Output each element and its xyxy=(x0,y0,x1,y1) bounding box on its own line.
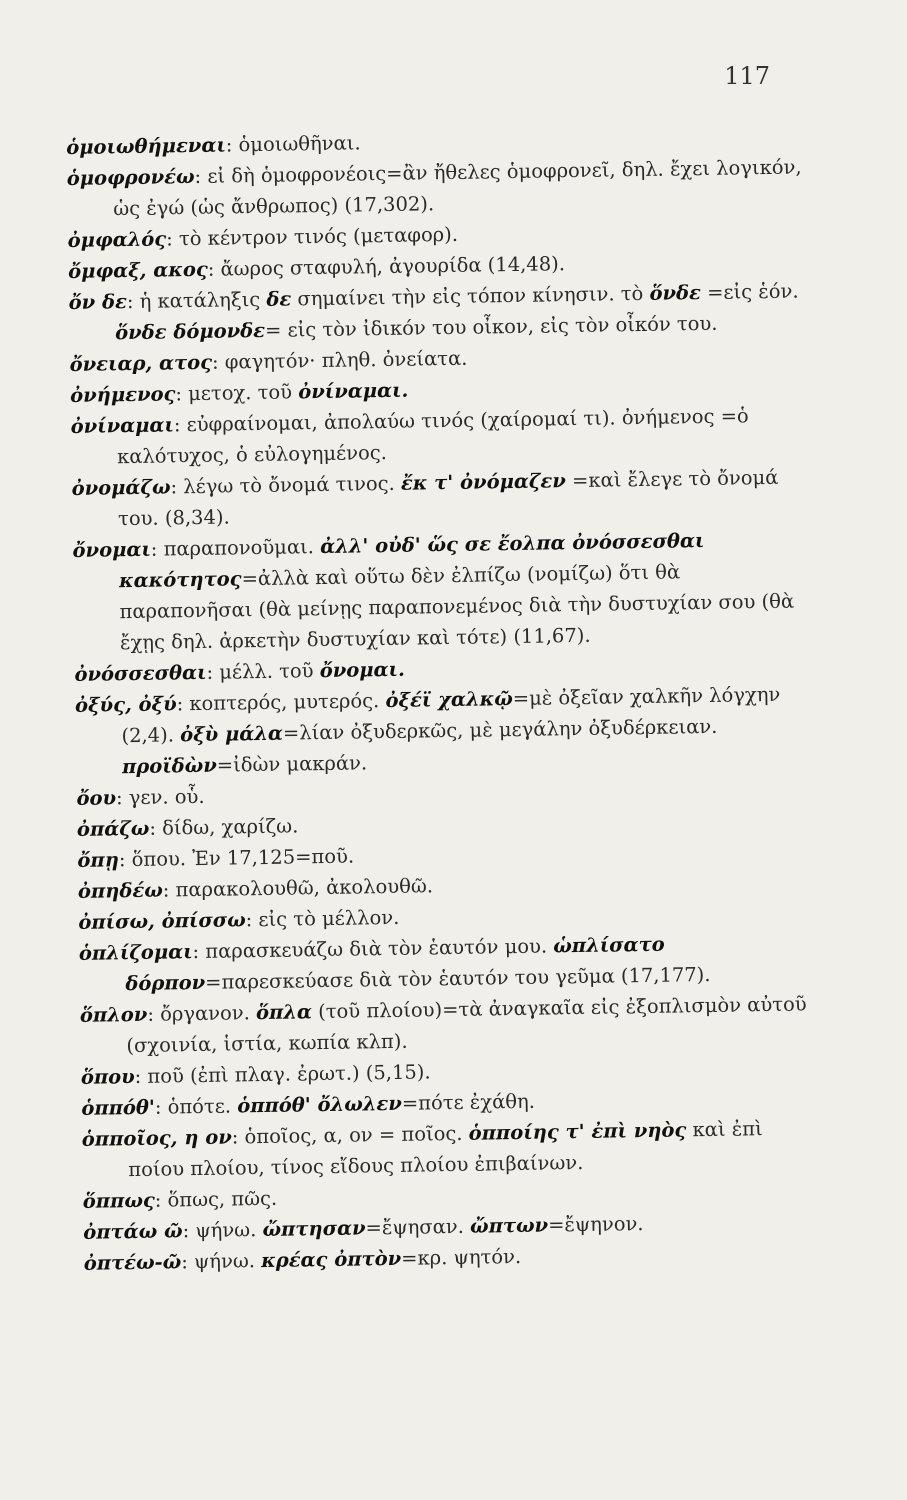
definition: : παρασκευάζω διὰ τὸν ἑαυτόν μου. xyxy=(192,934,548,964)
definition: : ψήνω. xyxy=(182,1218,257,1243)
definition: καὶ ἐπὶ ποίου πλοίου, τίνος εἴδους πλοίου ἐπιβαίνων. xyxy=(128,1117,763,1182)
glossary-entry xyxy=(66,151,802,225)
definition: : δίδω, χαρίζω. xyxy=(149,814,299,840)
example-phrase: ὤπτων xyxy=(469,1213,549,1238)
example-phrase: ἀλλ' οὐδ' ὥς σε ἔολπα ὀνόσσεσθαι κακότητος xyxy=(118,529,705,593)
headword: ὀπτέω-ῶ xyxy=(83,1250,182,1275)
headword: ὀξύς, ὀξύ xyxy=(74,692,177,717)
example-phrase: δε xyxy=(266,287,292,311)
glossary-entry xyxy=(71,461,807,535)
definition: : τὸ κέντρον τινός (μεταφορ). xyxy=(165,222,459,251)
headword: ὁμοιωθήμεναι xyxy=(66,133,226,159)
headword: ὀπίσω, ὀπίσσω xyxy=(78,908,246,934)
definition: : ἡ κατάληξις xyxy=(126,287,261,314)
definition: : μετοχ. τοῦ xyxy=(175,380,293,406)
example-phrase: ὀξὺ μάλα xyxy=(179,721,284,747)
headword: ὁππόθ' xyxy=(81,1095,156,1120)
glossary-entry xyxy=(80,988,816,1062)
headword: ὅπου xyxy=(80,1065,135,1089)
definition: : ποῦ (ἐπὶ πλαγ. ἐρωτ.) (5,15). xyxy=(134,1060,431,1089)
example-phrase: ὅνδε δόμονδε xyxy=(114,318,266,345)
definition: =ἔψηνον. xyxy=(547,1212,644,1237)
definition: (τοῦ πλοίου)=τὰ ἀναγκαῖα εἰς ἐξοπλισμὸν αὐτοῦ (σχοινία, ἱστία, κωπία κλπ). xyxy=(126,992,807,1058)
definition: : ὅπου. Ἐν 17,125=ποῦ. xyxy=(118,844,355,872)
headword: ὄου xyxy=(76,786,117,810)
definition: : εἰ δὴ ὁμοφρονέοις=ἂν ἤθελες ὁμοφρονεῖ, δηλ. ἔχει λογικόν, ὡς ἐγώ (ὡς ἄνθρωπος) (17,302). xyxy=(113,155,802,221)
definition: : ὄργανον. xyxy=(147,1001,250,1026)
headword: ὀπηδέω xyxy=(77,878,163,903)
definition: =καὶ ἔλεγε τὸ ὄνομά του. (8,34). xyxy=(117,465,779,531)
example-phrase: ὁππόθ' ὄλωλεν xyxy=(237,1091,403,1118)
definition: =εἰς ἑόν. xyxy=(706,279,799,304)
headword: ὀνόσσεσθαι xyxy=(74,660,207,686)
definition: =λίαν ὀξυδερκῶς, μὲ μεγάλην ὀξυδέρκειαν. xyxy=(282,714,718,745)
definition: : ψήνω. xyxy=(181,1249,256,1274)
definition: : ὁμοιωθῆναι. xyxy=(225,131,361,157)
definition: =παρεσκεύασε διὰ τὸν ἑαυτόν του γεῦμα (17,177). xyxy=(204,962,711,994)
definition: =κρ. ψητόν. xyxy=(400,1244,522,1270)
glossary-entry xyxy=(75,678,811,783)
glossary-entry xyxy=(72,523,809,659)
headword: ὄνομαι xyxy=(72,537,152,562)
definition: : φαγητόν· πληθ. ὀνείατα. xyxy=(211,346,468,374)
definition: : παραπονοῦμαι. xyxy=(150,535,315,561)
headword: ὀπτάω ῶ xyxy=(83,1219,183,1244)
glossary-entry xyxy=(68,275,804,349)
glossary-entries xyxy=(66,120,819,1278)
example-phrase: κρέας ὀπτὸν xyxy=(260,1246,402,1273)
headword: ὁμοφρονέω xyxy=(66,164,195,190)
definition: : εἰς τὸ μέλλον. xyxy=(245,905,400,932)
example-phrase: ὀξέϊ χαλκῷ xyxy=(385,687,513,713)
definition: : ἄωρος σταφυλή, ἀγουρίδα (14,48). xyxy=(207,252,566,281)
definition: =ἰδὼν μακράν. xyxy=(216,751,368,777)
headword: ὀνίναμαι xyxy=(70,413,175,438)
example-phrase: ὤπτησαν xyxy=(262,1216,366,1242)
headword: ὁπλίζομαι xyxy=(78,940,193,965)
headword: ὅππως xyxy=(82,1188,155,1213)
example-phrase: ὡπλίσατο δόρπον xyxy=(125,932,665,996)
definition: : μέλλ. τοῦ xyxy=(206,659,314,684)
definition: =μὲ ὀξεῖαν χαλκῆν λόγχην (2,4). xyxy=(121,682,781,748)
glossary-entry xyxy=(79,926,815,1000)
definition: : εὐφραίνομαι, ἀπολαύω τινός (χαίρομαί τι). ὀνήμενος =ὁ καλότυχος, ὁ εὐλογημένος. xyxy=(116,404,749,469)
example-phrase: ὅπλα xyxy=(255,1000,313,1025)
definition: : λέγω τὸ ὄνομά τινος. xyxy=(170,471,395,499)
headword: ὄπῃ xyxy=(77,848,120,872)
definition: =ἔψησαν. xyxy=(365,1214,465,1240)
glossary-entry xyxy=(70,399,806,473)
example-phrase: ὁπποίης τ' ἐπὶ νηὸς xyxy=(468,1118,687,1145)
example-phrase: ἔκ τ' ὀνόμαζεν xyxy=(400,469,567,495)
headword: ὄνειαρ, ατος xyxy=(69,350,213,376)
definition: : κοπτερός, μυτερός. xyxy=(176,689,380,716)
definition: =πότε ἐχάθη. xyxy=(401,1089,536,1115)
page-number: 117 xyxy=(724,62,770,90)
definition: : γεν. οὗ. xyxy=(115,784,205,810)
headword: ὀνήμενος xyxy=(69,382,176,407)
headword: ὀμφαλός xyxy=(67,227,167,252)
definition: : ὁπότε. xyxy=(154,1094,232,1119)
definition: = εἰς τὸν ἰδικόν του οἶκον, εἰς τὸν οἶκόν του. xyxy=(264,311,718,342)
definition: σημαίνει τὴν εἰς τόπον κίνησιν. τὸ xyxy=(297,281,644,311)
definition: : ὁποῖος, α, ον = ποῖος. xyxy=(231,1121,463,1149)
definition: : ὅπως, πῶς. xyxy=(154,1186,278,1212)
headword: ὁπποῖος, η ον xyxy=(81,1125,232,1151)
definition: : παρακολουθῶ, ἀκολουθῶ. xyxy=(162,874,434,902)
glossary-entry xyxy=(82,1112,818,1186)
example-phrase: προϊδὼν xyxy=(121,753,217,779)
headword: ὀπάζω xyxy=(76,816,150,841)
headword: ὀνομάζω xyxy=(71,475,171,500)
example-phrase: ὀνίναμαι. xyxy=(298,378,409,404)
headword: ὅπλον xyxy=(79,1002,148,1027)
headword: ὄμφαξ, ακος xyxy=(68,257,208,283)
headword: ὄν δε xyxy=(68,290,128,314)
example-phrase: ὄνομαι. xyxy=(319,657,405,683)
definition: =ἀλλὰ καὶ οὕτω δὲν ἐλπίζω (νομίζω) ὅτι θὰ παραπονῆσαι (θὰ μείνῃς παραπονεμένος διὰ τὴν δυστυχίαν σου (θὰ ἔχῃς δηλ. ἀρκετὴν δυστυχίαν καὶ τότε) (11,67). xyxy=(119,560,795,655)
example-phrase: ὅνδε xyxy=(649,281,702,305)
